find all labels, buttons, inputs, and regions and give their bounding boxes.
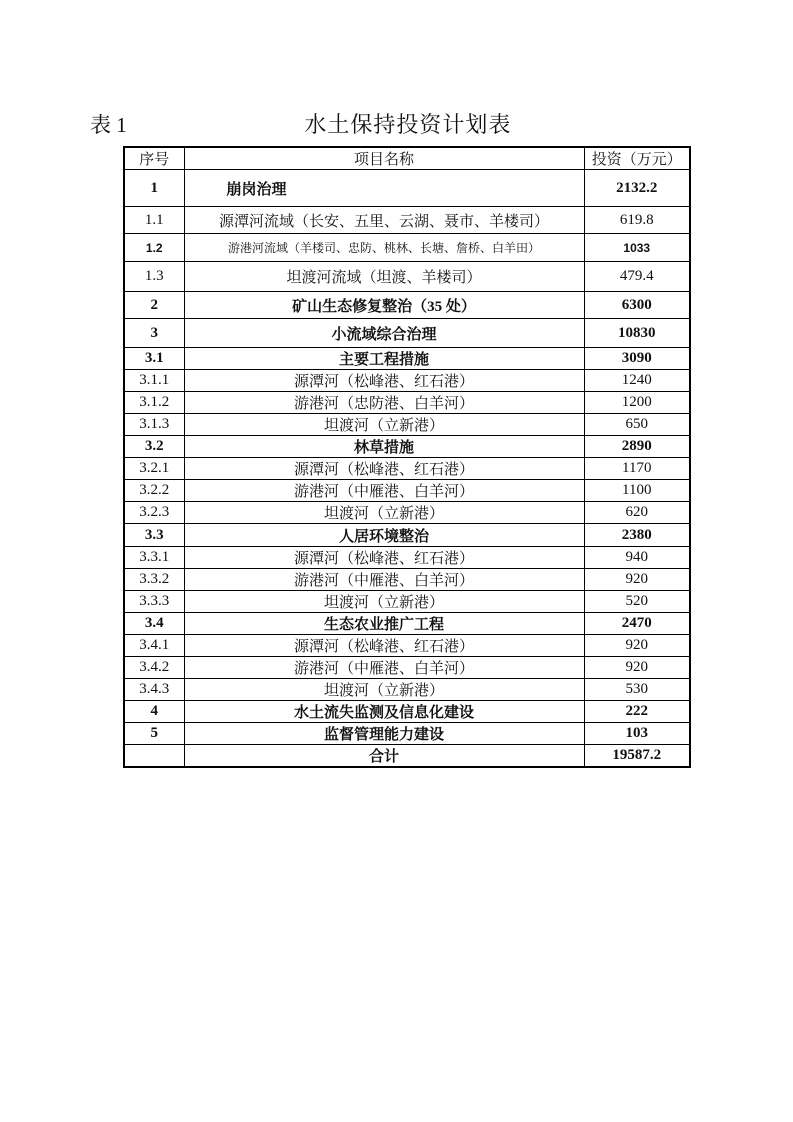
table-row [124,370,690,392]
row-name: 小流域综合治理 [184,319,584,348]
row-value: 2380 [584,524,690,547]
table-row [124,170,690,207]
row-value: 520 [584,591,690,613]
row-index: 1.1 [124,207,184,234]
row-index: 3.3 [124,524,184,547]
table-caption [90,111,689,139]
table-row [124,207,690,234]
row-index: 1 [124,170,184,207]
row-value: 3090 [584,348,690,370]
col-header-index: 序号 [124,147,184,170]
row-index: 3.1.3 [124,414,184,436]
row-value: 920 [584,657,690,679]
row-name: 坦渡河流域（坦渡、羊楼司） [184,262,584,292]
row-index: 1.3 [124,262,184,292]
row-value: 620 [584,502,690,524]
table-header [124,147,690,170]
table-row [124,745,690,768]
table-row [124,234,690,262]
row-index: 3.2.2 [124,480,184,502]
row-index: 1.2 [124,234,184,262]
row-index: 3.1 [124,348,184,370]
row-index: 3.4.3 [124,679,184,701]
row-name: 生态农业推广工程 [184,613,584,635]
table-row [124,524,690,547]
table-row [124,262,690,292]
row-index [124,745,184,768]
row-index: 3 [124,319,184,348]
row-index: 3.3.1 [124,547,184,569]
row-name: 崩岗治理 [184,170,584,207]
table-row [124,591,690,613]
table-number-label: 表 1 [90,113,127,137]
row-index: 4 [124,701,184,723]
col-header-value: 投资（万元） [584,147,690,170]
page-title: 水土保持投资计划表 [304,112,512,137]
row-value: 650 [584,414,690,436]
row-value: 103 [584,723,690,745]
table-row [124,480,690,502]
row-name: 矿山生态修复整治（35 处） [184,292,584,319]
row-name: 监督管理能力建设 [184,723,584,745]
table-row [124,723,690,745]
row-index: 3.4 [124,613,184,635]
row-name: 人居环境整治 [184,524,584,547]
row-index: 5 [124,723,184,745]
row-value: 19587.2 [584,745,690,768]
table-row [124,635,690,657]
row-name: 源潭河流域（长安、五里、云湖、聂市、羊楼司） [184,207,584,234]
row-value: 940 [584,547,690,569]
row-index: 3.3.2 [124,569,184,591]
row-value: 10830 [584,319,690,348]
row-index: 3.1.2 [124,392,184,414]
row-name: 源潭河（松峰港、红石港） [184,370,584,392]
row-name: 游港河（中雁港、白羊河） [184,657,584,679]
row-name: 水土流失监测及信息化建设 [184,701,584,723]
row-value: 479.4 [584,262,690,292]
row-value: 222 [584,701,690,723]
table-row [124,348,690,370]
row-index: 3.2.3 [124,502,184,524]
row-index: 3.1.1 [124,370,184,392]
row-name: 坦渡河（立新港） [184,502,584,524]
table-row [124,458,690,480]
row-name: 源潭河（松峰港、红石港） [184,458,584,480]
table-row [124,613,690,635]
row-index: 2 [124,292,184,319]
row-value: 1240 [584,370,690,392]
header-row [124,147,690,170]
table-row [124,502,690,524]
col-header-name: 项目名称 [184,147,584,170]
row-value: 1200 [584,392,690,414]
row-name: 游港河（中雁港、白羊河） [184,569,584,591]
row-name: 坦渡河（立新港） [184,591,584,613]
table-row [124,569,690,591]
row-index: 3.2.1 [124,458,184,480]
row-value: 1100 [584,480,690,502]
table-row [124,319,690,348]
row-name: 游港河（中雁港、白羊河） [184,480,584,502]
row-name: 主要工程措施 [184,348,584,370]
row-index: 3.3.3 [124,591,184,613]
row-value: 619.8 [584,207,690,234]
row-name: 源潭河（松峰港、红石港） [184,635,584,657]
table-row [124,657,690,679]
row-value: 2470 [584,613,690,635]
investment-plan-table [123,146,691,768]
row-name: 游港河（忠防港、白羊河） [184,392,584,414]
row-index: 3.2 [124,436,184,458]
table-row [124,547,690,569]
row-value: 1033 [584,234,690,262]
row-index: 3.4.2 [124,657,184,679]
table-row [124,436,690,458]
table-row [124,292,690,319]
row-value: 1170 [584,458,690,480]
row-value: 2132.2 [584,170,690,207]
table-row [124,414,690,436]
row-name: 合计 [184,745,584,768]
row-value: 920 [584,569,690,591]
row-name: 林草措施 [184,436,584,458]
row-index: 3.4.1 [124,635,184,657]
table-body [124,170,690,768]
row-value: 6300 [584,292,690,319]
table-row [124,392,690,414]
row-value: 530 [584,679,690,701]
row-name: 源潭河（松峰港、红石港） [184,547,584,569]
table-row [124,701,690,723]
row-name: 坦渡河（立新港） [184,679,584,701]
row-name: 游港河流域（羊楼司、忠防、桃林、长塘、詹桥、白羊田） [184,234,584,262]
row-value: 2890 [584,436,690,458]
table-row [124,679,690,701]
row-name: 坦渡河（立新港） [184,414,584,436]
row-value: 920 [584,635,690,657]
